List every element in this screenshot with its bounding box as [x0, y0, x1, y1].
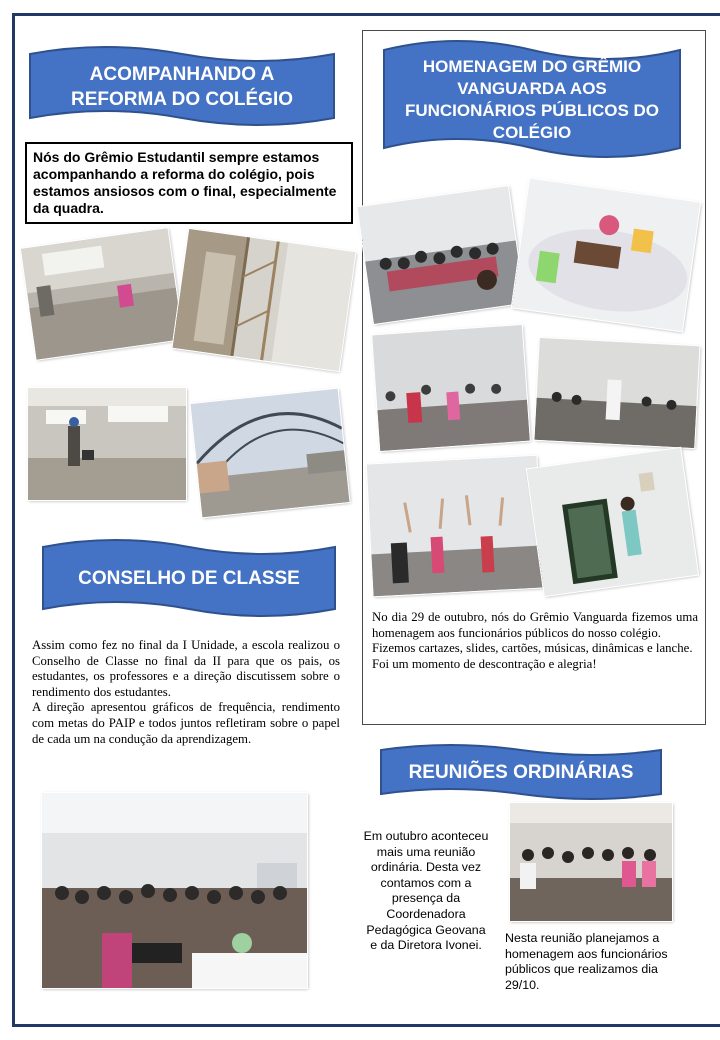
reforma-photo-1 [21, 228, 183, 360]
reforma-photo-2 [172, 229, 355, 371]
conselho-banner [41, 539, 337, 619]
homenagem-text [372, 610, 698, 672]
reunioes-photo [510, 803, 672, 921]
homenagem-photo-1 [358, 186, 525, 324]
reforma-banner [28, 46, 336, 128]
reforma-photo-3 [28, 388, 186, 500]
homenagem-photo-5 [367, 456, 544, 597]
homenagem-photo-4 [534, 338, 699, 448]
homenagem-paragraph-2: Fizemos cartazes, slides, cartões, músicas, dinâmicas e lanche. [372, 641, 693, 656]
reunioes-title: REUNIÕES ORDINÁRIAS [408, 762, 634, 783]
conselho-text [32, 638, 340, 747]
reforma-title: ACOMPANHANDO A REFORMA DO COLÉGIO [70, 64, 294, 110]
conselho-paragraph-2: A direção apresentou gráficos de frequência, rendimento com metas do PAIP e todos juntos refletiram sobre o papel de cada um na condução da aprendizagem. [32, 700, 340, 746]
reunioes-right-text: Nesta reunião planejamos a homenagem aos funcionários públicos que realizamos dia 29/10. [505, 931, 668, 992]
homenagem-photo-3 [372, 325, 530, 451]
conselho-paragraph-1: Assim como fez no final da I Unidade, a escola realizou o Conselho de Classe no final da II para que os pais, os estudantes, os professores e a direção discutissem sobre o rendimento dos estudantes. [32, 638, 340, 699]
homenagem-paragraph-1: No dia 29 de outubro, nós do Grêmio Vanguarda fizemos uma homenagem aos funcionários públicos do nosso colégio. [372, 610, 698, 640]
reforma-intro: Nós do Grêmio Estudantil sempre estamos acompanhando a reforma do colégio, pois estamos ansiosos com o final, especialmente da quadra. [25, 142, 353, 224]
conselho-title: CONSELHO DE CLASSE [78, 568, 300, 589]
homenagem-photo-2 [512, 179, 700, 332]
homenagem-banner [382, 40, 682, 160]
conselho-photo [42, 793, 307, 988]
homenagem-photo-6 [527, 448, 698, 596]
reforma-photo-4 [190, 389, 349, 518]
homenagem-title: HOMENAGEM DO GRÊMIO VANGUARDA AOS FUNCIONÁRIOS PÚBLICOS DO COLÉGIO [404, 57, 660, 142]
reunioes-banner [379, 744, 663, 802]
reunioes-left-text: Em outubro aconteceu mais uma reunião ordinária. Desta vez contamos com a presença da Coordenadora Pedagógica Geovana e da Diretora Ivonei. [363, 829, 489, 953]
homenagem-paragraph-3: Foi um momento de descontração e alegria! [372, 656, 597, 671]
